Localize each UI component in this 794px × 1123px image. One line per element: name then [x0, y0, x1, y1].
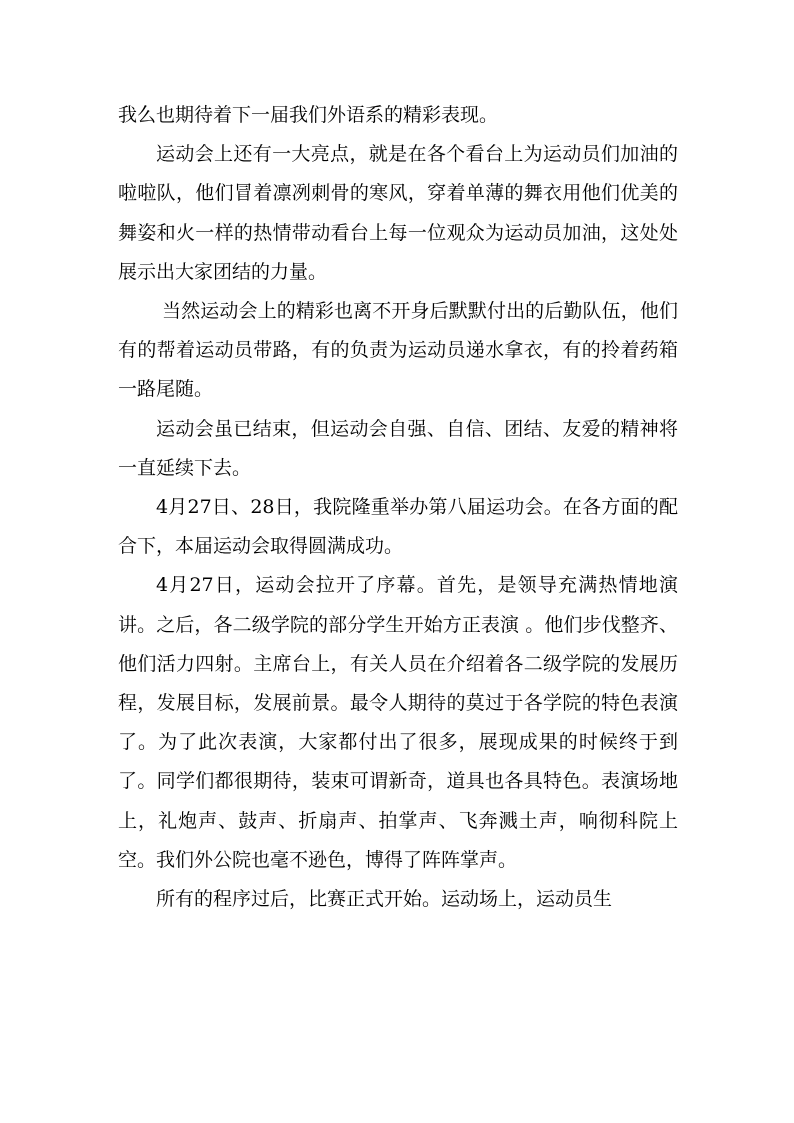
paragraph-5: 4月27日、28日，我院隆重举办第八届运功会。在各方面的配合下，本届运动会取得圆满成功。	[118, 496, 678, 558]
paragraph-7: 所有的程序过后，比赛正式开始。运动场上，运动员生	[156, 888, 613, 911]
paragraph-3: 当然运动会上的精彩也离不开身后默默付出的后勤队伍，他们有的帮着运动员带路，有的负责为运动员递水拿衣，有的拎着药箱一路尾随。	[118, 300, 678, 401]
paragraph-2: 运动会上还有一大亮点，就是在各个看台上为运动员们加油的啦啦队，他们冒着凛冽刺骨的寒风，穿着单薄的舞衣用他们优美的舞姿和火一样的热情带动看台上每一位观众为运动员加油，这处处展示出大家团结的力量。	[118, 143, 678, 283]
document-page	[118, 96, 678, 919]
paragraph-1: 我么也期待着下一届我们外语系的精彩表现。	[118, 104, 499, 126]
paragraph-4: 运动会虽已结束，但运动会自强、自信、团结、友爱的精神将一直延续下去。	[118, 417, 678, 479]
paragraph-6: 4月27日，运动会拉开了序幕。首先，是领导充满热情地演讲。之后，各二级学院的部分学生开始方正表演 。他们步伐整齐、他们活力四射。主席台上，有关人员在介绍着各二级学院的发展历程，发展目标，发展前景。最令人期待的莫过于各学院的特色表演了。为了此次表演，大家都付出了很多，展现成果的时候终于到了。同学们都很期待，装束可谓新奇，道具也各具特色。表演场地上，礼炮声、鼓声、折扇声、拍掌声、飞奔溅土声，响彻科院上空。我们外公院也毫不逊色，博得了阵阵掌声。	[118, 574, 678, 871]
